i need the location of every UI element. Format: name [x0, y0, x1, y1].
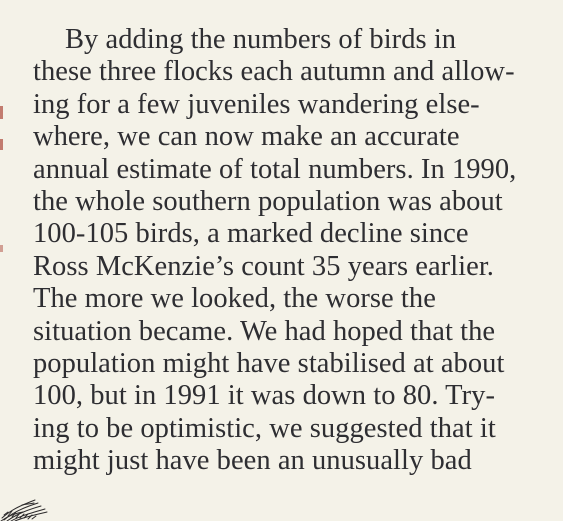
text-line-7: 100-105 birds, a marked decline since [33, 218, 469, 250]
text-line-12: 100, but in 1991 it was down to 80. Try- [33, 380, 495, 412]
text-line-11: population might have stabilised at about [33, 348, 505, 380]
text-line-9: The more we looked, the worse the [33, 283, 436, 315]
left-edge-red-mark [0, 245, 3, 252]
text-line-14: might just have been an unusually bad [33, 445, 472, 477]
text-line-4: where, we can now make an accurate [33, 121, 460, 153]
text-line-3: ing for a few juveniles wandering else- [33, 88, 480, 120]
left-edge-red-mark [0, 139, 3, 150]
text-line-1: By adding the numbers of birds in [65, 24, 457, 55]
text-line-2: these three flocks each autumn and allow- [33, 56, 515, 88]
pen-sketch-fragment [0, 487, 48, 521]
text-line-6: the whole southern population was about [33, 186, 503, 218]
text-line-13: ing to be optimistic, we suggested that it [33, 412, 496, 444]
text-line-8: Ross McKenzie’s count 35 years earlier. [33, 250, 494, 282]
text-line-10: situation became. We had hoped that the [33, 315, 496, 347]
text-line-5: annual estimate of total numbers. In 1990, [33, 153, 517, 185]
left-edge-red-mark [0, 106, 3, 119]
body-paragraph [33, 24, 553, 478]
